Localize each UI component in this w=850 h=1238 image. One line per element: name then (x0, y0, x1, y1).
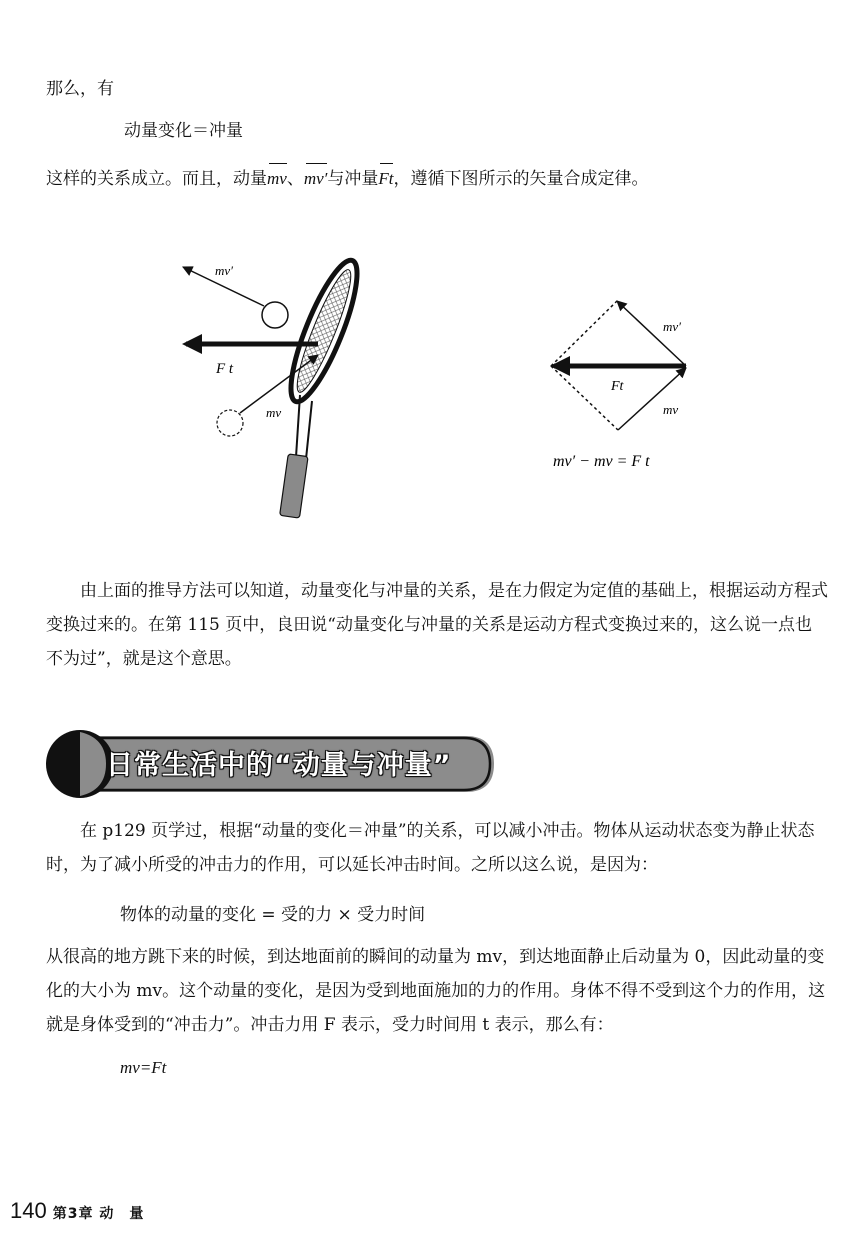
label-mv: mv (266, 405, 282, 420)
p2-sep: 、 (286, 169, 304, 189)
diag-arrow-mv (618, 368, 686, 430)
page-number: 140 (10, 1198, 47, 1223)
chapter-label: 第3章 动 量 (52, 1206, 145, 1222)
p2-Ft: Ft (378, 162, 393, 196)
momentum-figure (0, 245, 850, 565)
ball-after-icon (262, 302, 288, 328)
tennis-racket (279, 254, 369, 518)
ball-before-icon (217, 410, 243, 436)
label-mv-prime: mv′ (215, 263, 234, 278)
paragraph-p129: 在 p129 页学过，根据“动量的变化＝冲量”的关系，可以减小冲击。物体从运动状态变为静止状态时，为了减小所受的冲击力的作用，可以延长冲击时间。之所以这么说，是因为： (46, 821, 815, 875)
p2-text-b: 与冲量 (327, 169, 379, 189)
formula-momentum-change: 动量变化＝冲量 (124, 121, 243, 141)
intro-text: 那么，有 (46, 79, 114, 99)
p2-text-a: 这样的关系成立。而且，动量 (46, 169, 267, 189)
formula-mv-Ft: mv=Ft (120, 1058, 167, 1077)
diag-label-Ft: Ft (611, 379, 624, 394)
p2-text-c: ，遵循下图所示的矢量合成定律。 (393, 169, 649, 189)
p2-mv: mv (267, 162, 287, 196)
paragraph-derivation: 由上面的推导方法可以知道，动量变化与冲量的关系，是在力假定为定值的基础上，根据运动方程式变换过来的。在第 115 页中，良田说“动量变化与冲量的关系是运动方程式变换过来的，这么说一点也不为过”，就是这个意思。 (46, 581, 828, 669)
formula-impulse: 物体的动量的变化 = 受的力 × 受力时间 (120, 905, 426, 925)
p2-mv-prime: mv′ (304, 162, 328, 196)
label-Ft: F t (216, 361, 234, 377)
diag-equation: mv′ − mv = F t (553, 453, 650, 470)
section-title: 日常生活中的“动量与冲量” (106, 750, 452, 781)
paragraph-jump: 从很高的地方跳下来的时候，到达地面前的瞬间的动量为 mv，到达地面静止后动量为 0，因此动量的变化的大小为 mv。这个动量的变化，是因为受到地面施加的力的作用。身体不得不受到这个力的作用，这就是身体受到的“冲击力”。冲击力用 F 表示，受力时间用 t 表示，那么有： (46, 947, 826, 1035)
page-footer (10, 1198, 144, 1224)
diag-label-mv: mv (663, 402, 679, 417)
paragraph-vector-law (46, 162, 828, 196)
diag-label-mv-prime: mv′ (663, 319, 682, 334)
